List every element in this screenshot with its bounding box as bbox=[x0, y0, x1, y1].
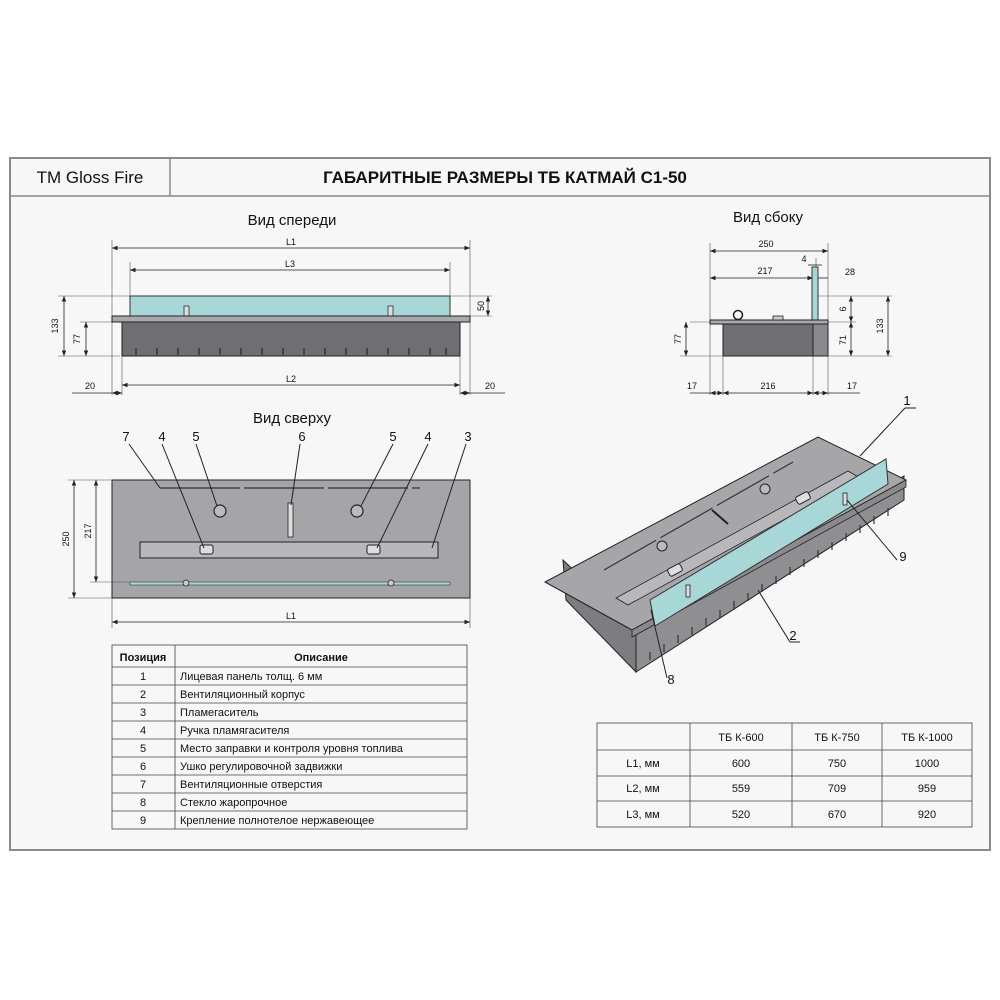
table-row-3-pos: 3 bbox=[139, 707, 147, 719]
sizes-row-l1-1000: 1000 bbox=[914, 758, 940, 770]
iso-callout-2: 2 bbox=[789, 628, 797, 643]
damper-handle-left bbox=[200, 545, 213, 554]
side-dim-h77: 77 bbox=[673, 333, 683, 345]
front-dim-right20: 20 bbox=[484, 381, 496, 391]
sizes-row-l1-750: 750 bbox=[827, 758, 847, 770]
sizes-row-l3-600: 520 bbox=[731, 809, 751, 821]
sizes-row-l3-1000: 920 bbox=[917, 809, 937, 821]
sizes-row-l3-label: L3, мм bbox=[626, 809, 660, 821]
sizes-row-l1-label: L1, мм bbox=[626, 758, 660, 770]
table-row-5-pos: 5 bbox=[139, 743, 147, 755]
sizes-header-750: ТБ К-750 bbox=[814, 732, 860, 744]
sizes-row-l2-label: L2, мм bbox=[626, 783, 660, 795]
side-vent-body bbox=[723, 324, 813, 356]
table-row-7-pos: 7 bbox=[139, 779, 147, 791]
table-row-9-pos: 9 bbox=[139, 815, 147, 827]
iso-fuel-port-right bbox=[760, 484, 770, 494]
top-callout-4-left: 4 bbox=[158, 429, 166, 444]
sizes-row-l1-600: 600 bbox=[731, 758, 751, 770]
top-glass-strip bbox=[130, 582, 450, 585]
side-top-plate bbox=[710, 320, 828, 324]
fuel-port-right bbox=[351, 505, 363, 517]
sizes-row-l2-1000: 959 bbox=[917, 783, 937, 795]
front-dim-h77: 77 bbox=[72, 333, 82, 345]
top-dim-h250: 250 bbox=[61, 531, 71, 547]
side-body-edge bbox=[813, 324, 828, 356]
front-dim-l2: L2 bbox=[285, 374, 297, 384]
front-view-title: Вид спереди bbox=[247, 212, 337, 229]
side-dim-w217: 217 bbox=[757, 266, 773, 276]
drawing-title: ГАБАРИТНЫЕ РАЗМЕРЫ ТБ КАТМАЙ С1-50 bbox=[323, 168, 687, 187]
side-handle bbox=[773, 316, 783, 320]
fuel-port-left bbox=[214, 505, 226, 517]
top-glass-mount-left bbox=[183, 580, 189, 586]
iso-fuel-port-left bbox=[657, 541, 667, 551]
top-callout-5-right: 5 bbox=[389, 429, 397, 444]
table-row-8-pos: 8 bbox=[139, 797, 147, 809]
iso-glass-mount-left bbox=[686, 585, 690, 597]
front-dim-l1: L1 bbox=[285, 237, 297, 247]
table-row-6-desc: Ушко регулировочной задвижки bbox=[180, 761, 343, 773]
front-glass bbox=[130, 296, 450, 316]
top-callout-7: 7 bbox=[122, 429, 130, 444]
flame-damper bbox=[140, 542, 438, 558]
positions-header-pos: Позиция bbox=[119, 652, 167, 664]
table-row-7-desc: Вентиляционные отверстия bbox=[180, 779, 323, 791]
sizes-row-l2-600: 559 bbox=[731, 783, 751, 795]
side-dim-b17r: 17 bbox=[846, 381, 858, 391]
side-dim-h6: 6 bbox=[838, 306, 848, 312]
iso-callout-1: 1 bbox=[903, 393, 911, 408]
side-dim-h133: 133 bbox=[875, 318, 885, 334]
front-dim-l3: L3 bbox=[284, 259, 296, 269]
top-glass-mount-right bbox=[388, 580, 394, 586]
table-row-8-desc: Стекло жаропрочное bbox=[180, 797, 288, 809]
table-row-4-desc: Ручка пламягасителя bbox=[180, 725, 290, 737]
top-callout-5-left: 5 bbox=[192, 429, 200, 444]
positions-header-desc: Описание bbox=[294, 652, 348, 664]
table-row-9-desc: Крепление полнотелое нержавеющее bbox=[180, 815, 375, 827]
side-dim-h71: 71 bbox=[838, 334, 848, 346]
side-view-title: Вид сбоку bbox=[733, 209, 803, 226]
top-callout-4-right: 4 bbox=[424, 429, 432, 444]
sizes-header-600: ТБ К-600 bbox=[718, 732, 764, 744]
table-row-1-pos: 1 bbox=[139, 671, 147, 683]
iso-callout-8: 8 bbox=[667, 672, 675, 687]
top-dim-h217: 217 bbox=[83, 523, 93, 539]
sizes-header-1000: ТБ К-1000 bbox=[901, 732, 953, 744]
front-dim-h133: 133 bbox=[50, 318, 60, 334]
side-dim-b216: 216 bbox=[760, 381, 776, 391]
adjust-eyelet bbox=[288, 503, 293, 537]
table-row-4-pos: 4 bbox=[139, 725, 147, 737]
side-dim-w4: 4 bbox=[801, 254, 807, 264]
front-top-plate bbox=[112, 316, 470, 322]
table-row-6-pos: 6 bbox=[139, 761, 147, 773]
table-row-2-desc: Вентиляционный корпус bbox=[180, 689, 305, 701]
top-callout-6: 6 bbox=[298, 429, 306, 444]
top-callout-3: 3 bbox=[464, 429, 472, 444]
brand-label: TM Gloss Fire bbox=[36, 168, 144, 187]
side-glass bbox=[812, 267, 818, 320]
front-dim-h50: 50 bbox=[476, 300, 486, 312]
side-dim-w250: 250 bbox=[758, 239, 774, 249]
table-row-2-pos: 2 bbox=[139, 689, 147, 701]
iso-callout-9: 9 bbox=[899, 549, 907, 564]
side-dim-w28: 28 bbox=[844, 267, 856, 277]
table-row-5-desc: Место заправки и контроля уровня топлива bbox=[180, 743, 403, 755]
sizes-row-l3-750: 670 bbox=[827, 809, 847, 821]
table-row-3-desc: Пламегаситель bbox=[180, 707, 259, 719]
front-dim-left20: 20 bbox=[84, 381, 96, 391]
top-view-title: Вид сверху bbox=[252, 410, 332, 427]
sizes-row-l2-750: 709 bbox=[827, 783, 847, 795]
table-row-1-desc: Лицевая панель толщ. 6 мм bbox=[180, 671, 323, 683]
top-dim-l1: L1 bbox=[285, 611, 297, 621]
iso-glass-mount-right bbox=[843, 493, 847, 505]
top-plate bbox=[112, 480, 470, 598]
side-dim-b17l: 17 bbox=[686, 381, 698, 391]
